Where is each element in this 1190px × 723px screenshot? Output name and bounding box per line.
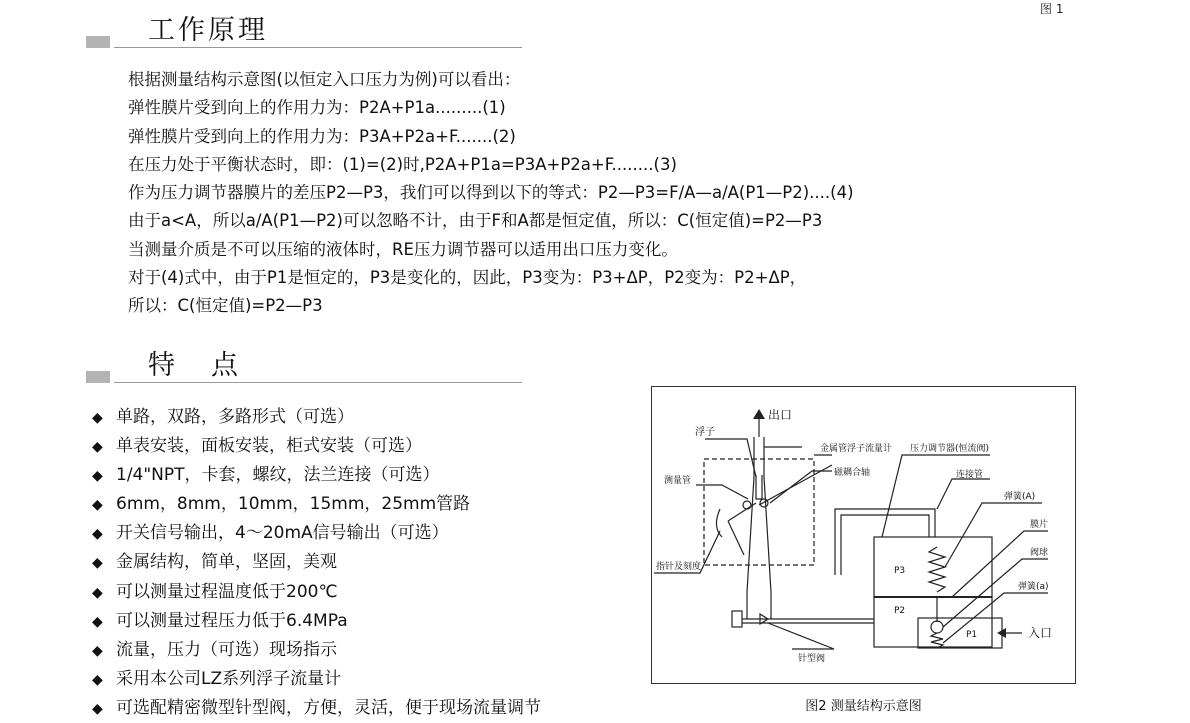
connecting-tube bbox=[835, 509, 935, 575]
diamond-bullet-icon: ◆ bbox=[92, 584, 103, 601]
heading-underline bbox=[114, 47, 522, 48]
feature-text: 单表安装，面板安装，柜式安装（可选） bbox=[116, 436, 422, 457]
feature-text: 流量，压力（可选）现场指示 bbox=[116, 639, 337, 660]
flowmeter-dashed-box bbox=[704, 459, 814, 565]
coupling-magnet bbox=[743, 501, 751, 509]
diamond-bullet-icon: ◆ bbox=[92, 439, 103, 456]
label-spring-a-lower: 弹簧(a) bbox=[1018, 582, 1049, 592]
principle-line: 在压力处于平衡状态时，即：(1)=(2)时,P2A+P1a=P3A+P2a+F........(3) bbox=[128, 154, 677, 174]
inlet-chamber bbox=[918, 618, 1002, 648]
regulator-upper-chamber bbox=[874, 537, 992, 597]
upper-spring bbox=[929, 547, 945, 592]
principle-line: 对于(4)式中，由于P1是恒定的，P3是变化的，因此，P3变为：P3+ΔP，P2变为：P2+ΔP， bbox=[128, 268, 807, 288]
label-p2: P2 bbox=[894, 606, 906, 616]
heading-marker bbox=[86, 371, 110, 383]
measurement-structure-diagram bbox=[651, 386, 1076, 684]
feature-item bbox=[92, 578, 541, 607]
section-heading-principle bbox=[86, 8, 522, 48]
feature-item bbox=[92, 665, 541, 694]
feature-text: 可选配精密微型针型阀，方便，灵活，便于现场流量调节 bbox=[116, 697, 541, 718]
leader-spring-a bbox=[945, 503, 1042, 567]
section-heading-features bbox=[86, 343, 522, 383]
feature-item bbox=[92, 432, 541, 461]
diamond-bullet-icon: ◆ bbox=[92, 671, 103, 688]
diamond-bullet-icon: ◆ bbox=[92, 555, 103, 572]
principle-line: 作为压力调节器膜片的差压P2—P3，我们可以得到以下的等式：P2—P3=F/A—a/A(P1—P2)....(4) bbox=[128, 183, 854, 203]
feature-item bbox=[92, 461, 541, 490]
diamond-bullet-icon: ◆ bbox=[92, 497, 103, 514]
feature-text: 开关信号输出，4～20mA信号输出（可选） bbox=[116, 523, 449, 544]
feature-text: 可以测量过程温度低于200℃ bbox=[116, 581, 338, 602]
feature-text: 1/4"NPT，卡套，螺纹，法兰连接（可选） bbox=[116, 465, 440, 486]
diamond-bullet-icon: ◆ bbox=[92, 700, 103, 717]
diagram-svg bbox=[652, 387, 1075, 683]
label-metal-tube-flowmeter: 金属管浮子流量计 bbox=[820, 444, 893, 454]
diamond-bullet-icon: ◆ bbox=[92, 468, 103, 485]
principle-line: 所以：C(恒定值)=P2—P3 bbox=[128, 296, 323, 316]
label-pointer-scale: 指针及刻度 bbox=[656, 562, 702, 572]
feature-list bbox=[92, 403, 541, 723]
label-spring-a-upper: 弹簧(A) bbox=[1004, 492, 1036, 502]
diamond-bullet-icon: ◆ bbox=[92, 410, 103, 426]
diamond-bullet-icon: ◆ bbox=[92, 526, 103, 543]
feature-item bbox=[92, 490, 541, 519]
outlet-arrowhead-icon bbox=[753, 409, 765, 419]
leader-needle-valve bbox=[768, 623, 834, 649]
leader-coupling bbox=[770, 471, 832, 503]
principle-line: 当测量介质是不可以压缩的液体时，RE压力调节器可以适用出口压力变化。 bbox=[128, 239, 678, 259]
heading-marker bbox=[86, 36, 110, 48]
feature-item bbox=[92, 636, 541, 665]
label-pressure-regulator: 压力调节器(恒流阀) bbox=[910, 444, 990, 454]
needle-valve-knob bbox=[732, 611, 742, 627]
leader-connecting-tube bbox=[937, 479, 990, 509]
label-p3: P3 bbox=[894, 566, 906, 576]
principle-line: 根据测量结构示意图(以恒定入口压力为例)可以看出： bbox=[128, 70, 521, 89]
section-title: 特点 bbox=[148, 350, 274, 381]
feature-item bbox=[92, 403, 541, 432]
diamond-bullet-icon: ◆ bbox=[92, 613, 103, 630]
measuring-tube bbox=[747, 437, 771, 619]
section-title: 工作原理 bbox=[148, 15, 268, 46]
lower-spring bbox=[931, 633, 943, 648]
heading-underline bbox=[114, 382, 522, 383]
label-inlet: 入口 bbox=[1028, 626, 1053, 640]
feature-text: 可以测量过程压力低于6.4MPa bbox=[116, 610, 348, 631]
feature-item bbox=[92, 607, 541, 636]
principle-text bbox=[128, 66, 854, 321]
diagram-caption: 图2 测量结构示意图 bbox=[805, 699, 922, 714]
coupling-magnet bbox=[760, 499, 768, 507]
figure-label: 图 1 bbox=[1040, 2, 1064, 16]
label-float: 浮子 bbox=[695, 427, 715, 438]
label-valve-ball: 阀球 bbox=[1030, 548, 1049, 558]
leader-regulator bbox=[882, 455, 990, 537]
feature-text: 金属结构，简单，坚固，美观 bbox=[116, 552, 337, 573]
float-body bbox=[756, 475, 762, 499]
label-p1: P1 bbox=[966, 630, 978, 640]
label-outlet: 出口 bbox=[768, 408, 793, 422]
principle-line: 弹性膜片受到向上的作用力为：P3A+P2a+F.......(2) bbox=[128, 126, 516, 146]
diamond-bullet-icon: ◆ bbox=[92, 642, 103, 659]
principle-line: 弹性膜片受到向上的作用力为：P2A+P1a.........(1) bbox=[128, 98, 506, 118]
label-diaphragm: 膜片 bbox=[1030, 520, 1049, 530]
leader-float bbox=[705, 439, 756, 477]
label-measuring-tube: 测量管 bbox=[664, 476, 692, 486]
pointer-line bbox=[728, 521, 744, 555]
feature-item bbox=[92, 519, 541, 548]
principle-line: 由于a<A，所以a/A(P1—P2)可以忽略不计，由于F和A都是恒定值，所以：C(恒定值)=P2—P3 bbox=[128, 211, 823, 231]
label-needle-valve: 针型阀 bbox=[798, 654, 826, 664]
valve-ball bbox=[931, 621, 943, 633]
label-magnetic-coupling: 磁耦合轴 bbox=[834, 468, 871, 478]
feature-text: 6mm，8mm，10mm，15mm，25mm管路 bbox=[116, 494, 471, 515]
feature-text: 采用本公司LZ系列浮子流量计 bbox=[116, 668, 342, 689]
label-connecting-tube: 连接管 bbox=[956, 470, 984, 480]
feature-item bbox=[92, 548, 541, 577]
feature-text: 单路，双路，多路形式（可选） bbox=[116, 407, 354, 427]
